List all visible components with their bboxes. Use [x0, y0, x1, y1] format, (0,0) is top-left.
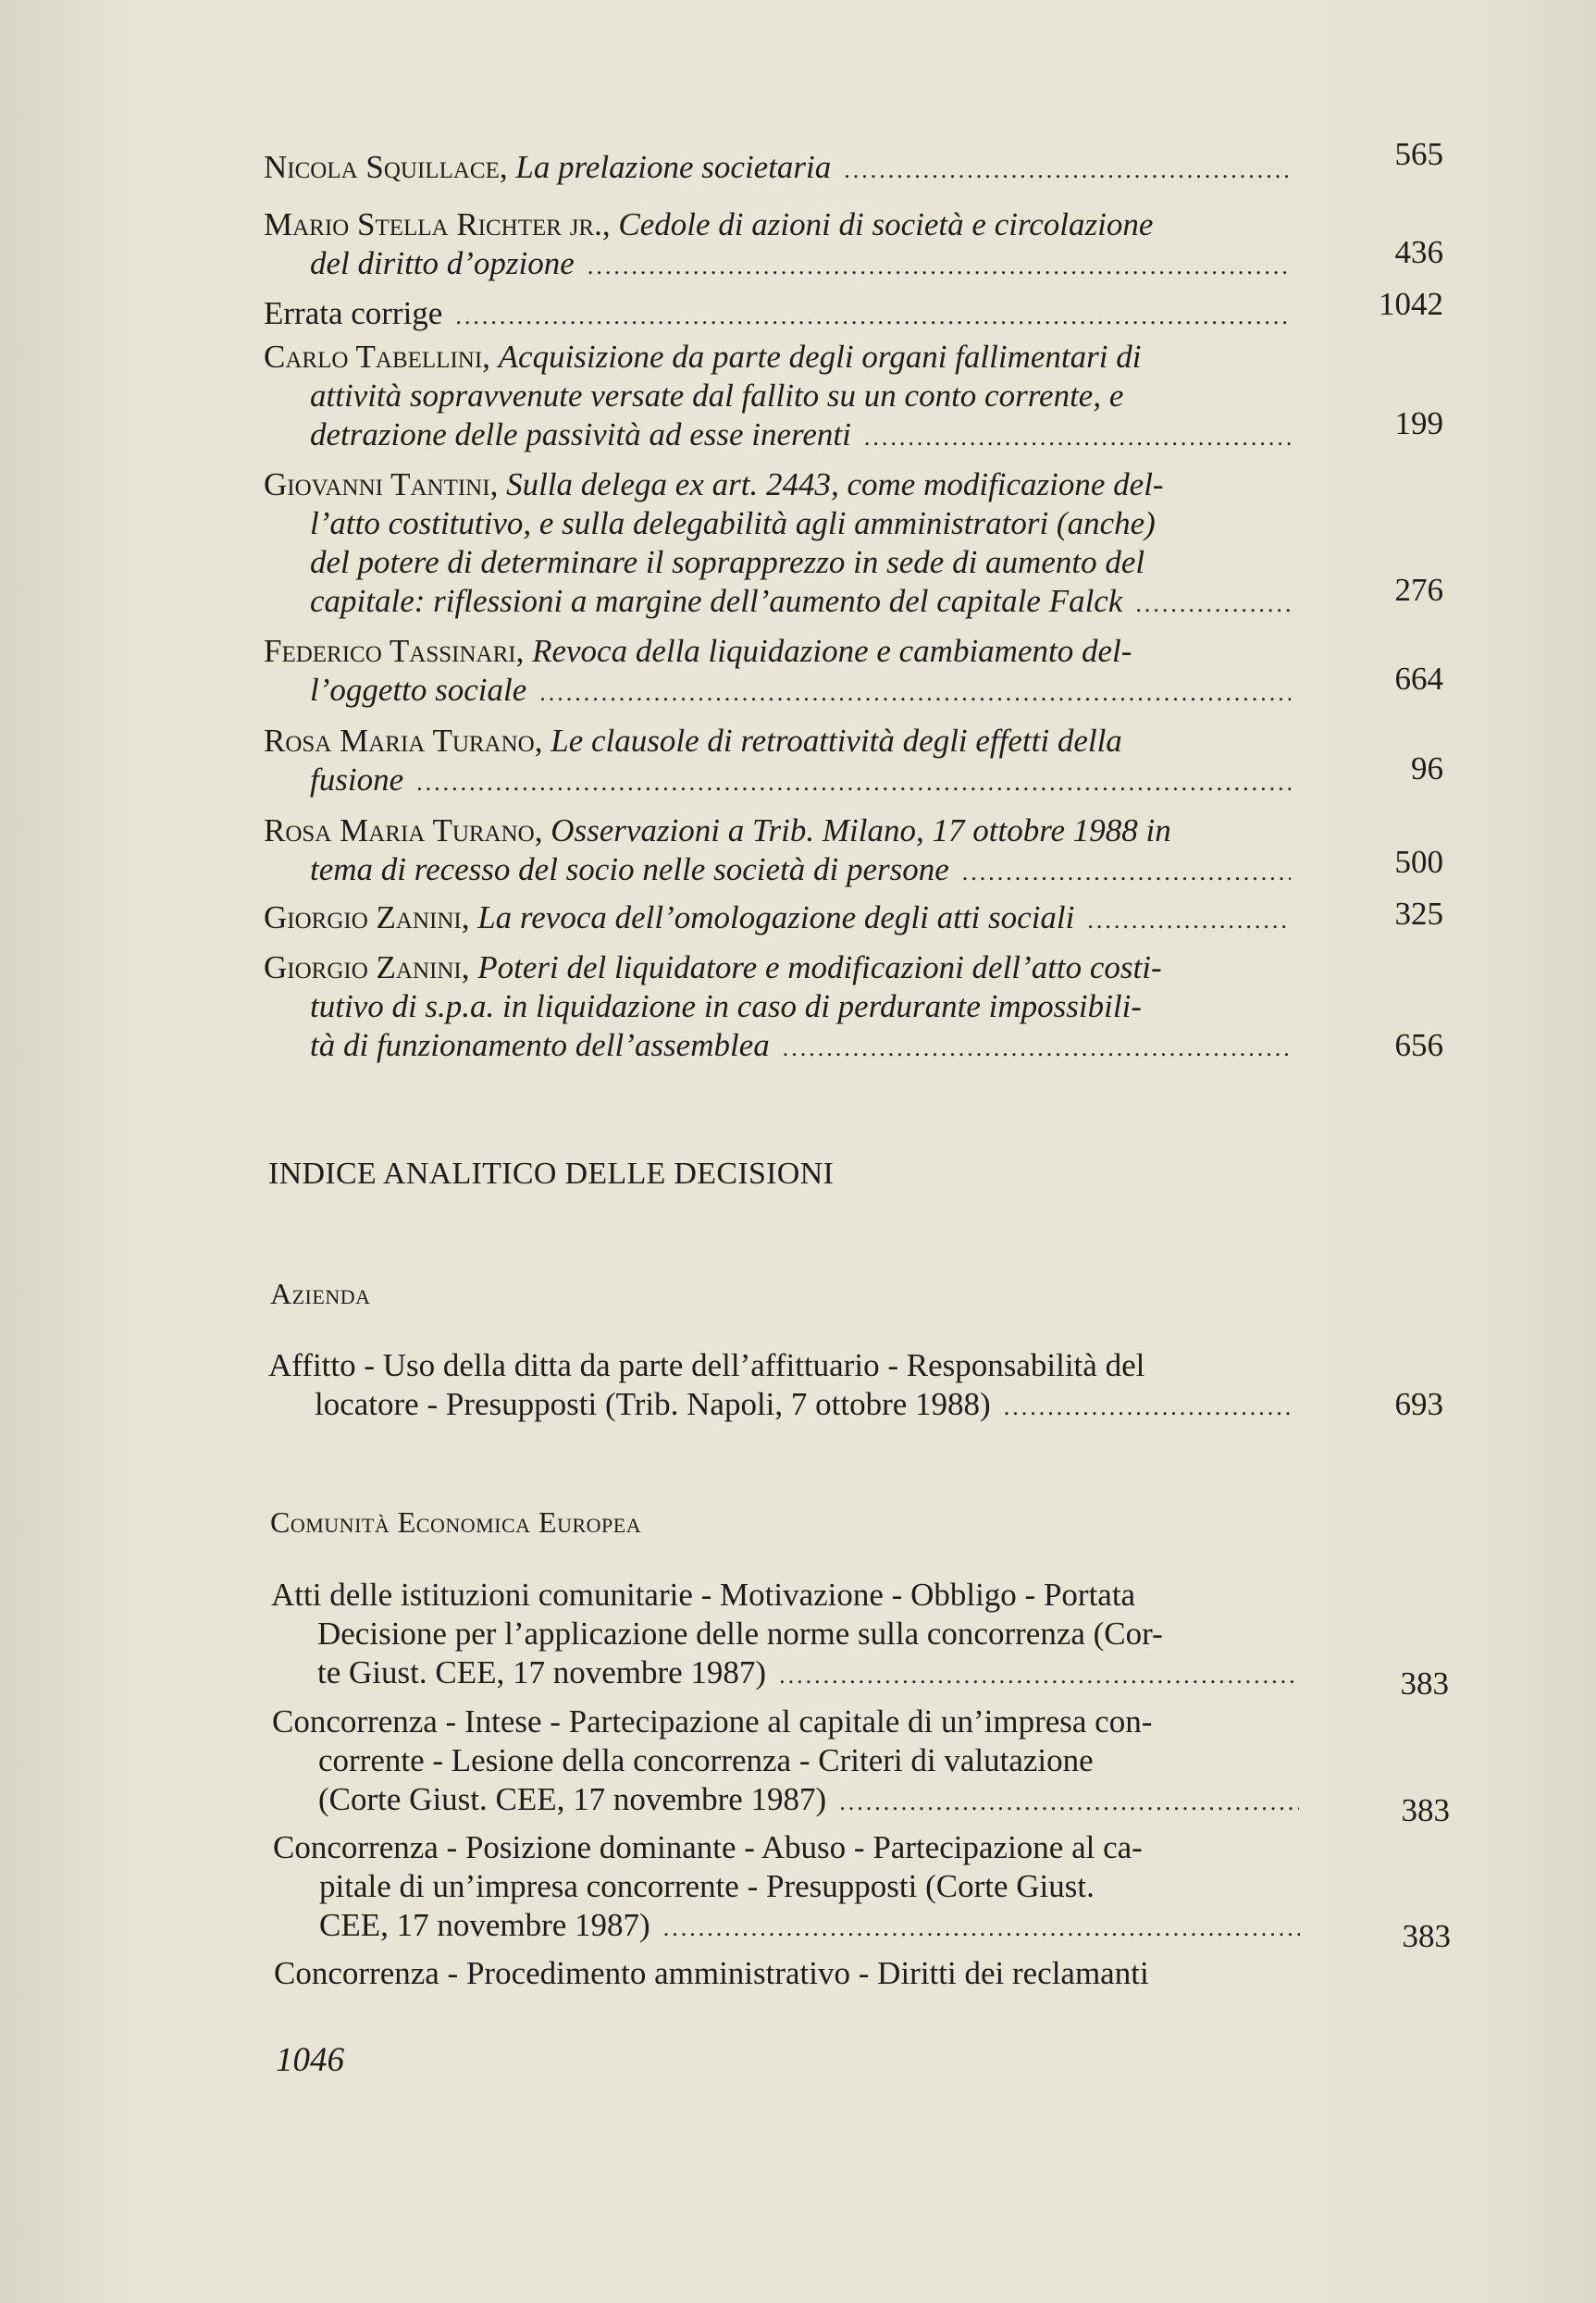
- author-entry-stella-richter: Mario Stella Richter jr., Cedole di azioni di società e circolazione del diritto d’opzione ..... 436: [264, 205, 1453, 286]
- entry-title-end: fusione: [310, 761, 404, 798]
- section-heading-azienda: Azienda: [270, 1277, 371, 1310]
- leader-dots: [416, 763, 1291, 802]
- author-name: Giorgio Zanini: [264, 899, 462, 935]
- author-name: Giorgio Zanini: [264, 949, 462, 985]
- entry-first-line: Concorrenza - Intese - Partecipazione al capitale di un’impresa con-: [272, 1703, 1153, 1740]
- page-number: 276: [1394, 572, 1443, 608]
- author-entry-tassinari: Federico Tassinari, Revoca della liquidazione e cambiamento del- l’oggetto sociale ..... 664: [264, 632, 1453, 712]
- leader-dots: [1004, 1388, 1295, 1427]
- index-entry-affitto: [268, 1346, 1457, 1427]
- index-entry-atti-istituzioni: [271, 1576, 1460, 1702]
- author-name: Carlo Tabellini: [264, 339, 483, 375]
- page-number: 325: [1394, 896, 1443, 932]
- errata-corrige-entry: [264, 286, 1453, 336]
- entry-title-line: del potere di determinare il soprapprezzo in sede di aumento del: [310, 544, 1145, 580]
- page-number: 383: [1400, 1665, 1449, 1702]
- entry-title: Poteri del liquidatore e modificazioni dell’atto costi-: [477, 949, 1162, 985]
- entry-title: La revoca dell’omologazione degli atti sociali: [477, 899, 1075, 935]
- page-number: 664: [1394, 661, 1443, 697]
- leader-dots: [839, 1783, 1299, 1822]
- entry-title-line: l’atto costitutivo, e sulla delegabilità agli amministratori (anche): [310, 505, 1156, 541]
- page-number: 693: [1394, 1386, 1443, 1422]
- index-entry-concorrenza-posizione: [273, 1828, 1462, 1954]
- entry-title-line: attività sopravvenute versate dal fallito su un conto corrente, e: [310, 378, 1124, 414]
- entry-title-end: capitale: riflessioni a margine dell’aumento del capitale Falck: [310, 583, 1123, 619]
- page-number: 199: [1394, 405, 1443, 441]
- author-entry-turano-1: Rosa Maria Turano, Le clausole di retroattività degli effetti della fusione ..... 96: [264, 722, 1453, 802]
- leader-dots: [844, 151, 1291, 190]
- leader-dots: [588, 247, 1291, 286]
- page-number: 436: [1394, 234, 1443, 270]
- entry-first-line: Affitto - Uso della ditta da parte dell’affittuario - Responsabilità del: [268, 1347, 1145, 1383]
- author-name: Rosa Maria Turano: [264, 812, 535, 848]
- entry-cont-line: pitale di un’impresa concorrente - Presupposti (Corte Giust.: [319, 1868, 1095, 1904]
- page-folio: 1046: [276, 2041, 344, 2079]
- author-entry-tantini: Giovanni Tantini, Sulla delega ex art. 2443, come modificazione del- l’atto costitutivo, e sulla delegabilità agli amministratori (anche) del potere di determinare il soprapprezzo in sede di aumento del capitale: riflessioni a margine dell’aumento del capitale Falck ..... 276: [264, 465, 1453, 624]
- author-name: Federico Tassinari: [264, 633, 516, 669]
- entry-title: Acquisizione da parte degli organi fallimentari di: [498, 339, 1142, 375]
- leader-dots: [779, 1656, 1298, 1695]
- entry-last-line: CEE, 17 novembre 1987): [319, 1907, 650, 1943]
- page-number: 565: [1394, 136, 1443, 172]
- leader-dots: [783, 1029, 1291, 1068]
- entry-first-line: Concorrenza - Procedimento amministrativo - Diritti dei reclamanti: [274, 1955, 1149, 1991]
- errata-corrige: Errata corrige: [264, 295, 443, 331]
- entry-title-end: tema di recesso del socio nelle società di persone: [310, 851, 949, 887]
- leader-dots: [663, 1909, 1300, 1948]
- page-number: 96: [1411, 750, 1443, 786]
- leader-dots: [1135, 585, 1291, 624]
- entry-last-line: (Corte Giust. CEE, 17 novembre 1987): [318, 1781, 827, 1817]
- entry-title: Osservazioni a Trib. Milano, 17 ottobre 1988 in: [551, 812, 1171, 848]
- index-entry-concorrenza-intese: [272, 1702, 1461, 1828]
- page-number: 500: [1394, 844, 1443, 880]
- author-name: Nicola Squillace: [264, 149, 500, 185]
- leader-dots: [455, 297, 1291, 336]
- author-entry-tabellini: Carlo Tabellini, Acquisizione da parte degli organi fallimentari di attività sopravvenute versate dal fallito su un conto corrente, e detrazione delle passività ad esse inerenti ..... 199: [264, 338, 1453, 457]
- entry-title: Revoca della liquidazione e cambiamento del-: [532, 633, 1132, 669]
- entry-title-end: l’oggetto sociale: [310, 672, 527, 708]
- page-number: 383: [1402, 1918, 1451, 1954]
- entry-title: Cedole di azioni di società e circolazione: [618, 206, 1154, 242]
- page-number: 1042: [1379, 286, 1443, 322]
- section-heading-cee: Comunità Economica Europea: [270, 1505, 642, 1539]
- entry-first-line: Concorrenza - Posizione dominante - Abuso - Partecipazione al ca-: [273, 1829, 1143, 1865]
- entry-title-end: del diritto d’opzione: [310, 245, 575, 281]
- author-name: Rosa Maria Turano: [264, 723, 535, 759]
- page-number: 383: [1401, 1792, 1450, 1828]
- entry-title-end: detrazione delle passività ad esse inerenti: [310, 416, 851, 452]
- index-heading: INDICE ANALITICO DELLE DECISIONI: [268, 1157, 835, 1191]
- entry-title-end: tà di funzionamento dell’assemblea: [310, 1027, 770, 1063]
- leader-dots: [1087, 901, 1291, 940]
- index-entry-concorrenza-procedimento: [274, 1954, 1463, 1993]
- entry-first-line: Atti delle istituzioni comunitarie - Motivazione - Obbligo - Portata: [271, 1577, 1136, 1613]
- author-entry-turano-2: Rosa Maria Turano, Osservazioni a Trib. Milano, 17 ottobre 1988 in tema di recesso del socio nelle società di persone ..... 500: [264, 811, 1453, 892]
- leader-dots: [539, 674, 1291, 712]
- leader-dots: [864, 418, 1291, 457]
- entry-last-line: locatore - Presupposti (Trib. Napoli, 7 ottobre 1988): [315, 1386, 991, 1422]
- entry-title: Le clausole di retroattività degli effetti della: [551, 723, 1122, 759]
- page-number: 656: [1394, 1027, 1443, 1063]
- leader-dots: [962, 853, 1291, 892]
- entry-cont-line: Decisione per l’applicazione delle norme sulla concorrenza (Cor-: [317, 1616, 1163, 1652]
- entry-last-line: te Giust. CEE, 17 novembre 1987): [317, 1654, 767, 1690]
- author-name: Mario Stella Richter jr.: [264, 206, 602, 242]
- entry-title: Sulla delega ex art. 2443, come modificazione del-: [506, 466, 1164, 502]
- author-entry-zanini-2: Giorgio Zanini, Poteri del liquidatore e modificazioni dell’atto costi- tutivo di s.p.a. in liquidazione in caso di perdurante impossibili- tà di funzionamento dell’assemblea ..... 656: [264, 948, 1453, 1068]
- author-name: Giovanni Tantini: [264, 466, 490, 502]
- entry-cont-line: corrente - Lesione della concorrenza - Criteri di valutazione: [318, 1742, 1094, 1778]
- author-entry-zanini-1: Giorgio Zanini, La revoca dell’omologazione degli atti sociali ..... 325: [264, 898, 1453, 940]
- entry-title: La prelazione societaria: [515, 149, 832, 185]
- author-entry-squillace: Nicola Squillace, La prelazione societaria ..... 565: [264, 148, 1453, 190]
- entry-title-line: tutivo di s.p.a. in liquidazione in caso di perdurante impossibili-: [310, 988, 1142, 1024]
